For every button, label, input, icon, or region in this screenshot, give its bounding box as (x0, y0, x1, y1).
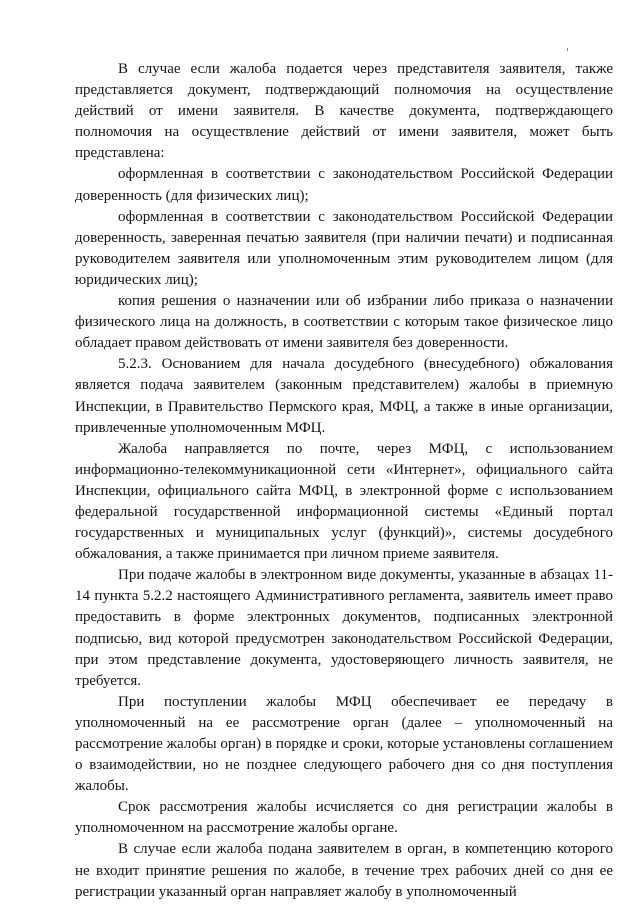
paragraph-wrong-authority: В случае если жалоба подана заявителем в орган, в компетенцию которого не входит принятие решения по жалобе, в течение трех рабочих дней со дня ее регистрации указанный орган направляет жалобу в уполномоченный (75, 841, 613, 900)
scan-speck (567, 48, 568, 51)
paragraph-review-period: Срок рассмотрения жалобы исчисляется со дня регистрации жалобы в уполномоченном на рассмотрение жалобы органе. (75, 799, 613, 837)
paragraph-section-5-2-3: 5.2.3. Основанием для начала досудебного (внесудебного) обжалования является подача заявителем (законным представителем) жалобы в приемную Инспекции, в Правительство Пермского края, МФЦ, а также в иные организации, привлеченные уполномоченным МФЦ. (75, 356, 613, 436)
paragraph-submission-channels: Жалоба направляется по почте, через МФЦ, с использованием информационно-телекоммуникационной сети «Интернет», официального сайта Инспекции, официального сайта МФЦ, в электронной форме с использованием федеральной государственной информационной системы «Единый портал государственных и муниципальных услуг (функций)», системы досудебного обжалования, а также принимается при личном приеме заявителя. (75, 440, 613, 563)
paragraph-power-of-attorney-legal-entities: оформленная в соответствии с законодательством Российской Федерации доверенность, заверенная печатью заявителя (при наличии печати) и подписанная руководителем заявителя или уполномоченным этим руководителем лицом (для юридических лиц); (75, 208, 613, 288)
paragraph-representative-document: В случае если жалоба подается через представителя заявителя, также представляется документ, подтверждающий полномочия на осуществление действий от имени заявителя. В качестве документа, подтверждающего полномочия на осуществление действий от имени заявителя, может быть представлена: (75, 61, 613, 162)
document-body (75, 59, 613, 903)
paragraph-power-of-attorney-individuals: оформленная в соответствии с законодательством Российской Федерации доверенность (для физических лиц); (75, 166, 613, 204)
paragraph-appointment-decision: копия решения о назначении или об избрании либо приказа о назначении физического лица на должность, в соответствии с которым такое физическое лицо обладает правом действовать от имени заявителя без доверенности. (75, 293, 613, 352)
paragraph-electronic-submission: При подаче жалобы в электронном виде документы, указанные в абзацах 11-14 пункта 5.2.2 настоящего Административного регламента, заявитель имеет право предоставить в форме электронных документов, подписанных электронной подписью, вид которой предусмотрен законодательством Российской Федерации, при этом представление документа, удостоверяющего личность заявителя, не требуется. (75, 567, 613, 689)
paragraph-mfc-transfer: При поступлении жалобы МФЦ обеспечивает ее передачу в уполномоченный на ее рассмотрение орган (далее – уполномоченный на рассмотрение жалобы орган) в порядке и сроки, которые установлены соглашением о взаимодействии, но не позднее следующего рабочего дня со дня поступления жалобы. (75, 693, 613, 795)
